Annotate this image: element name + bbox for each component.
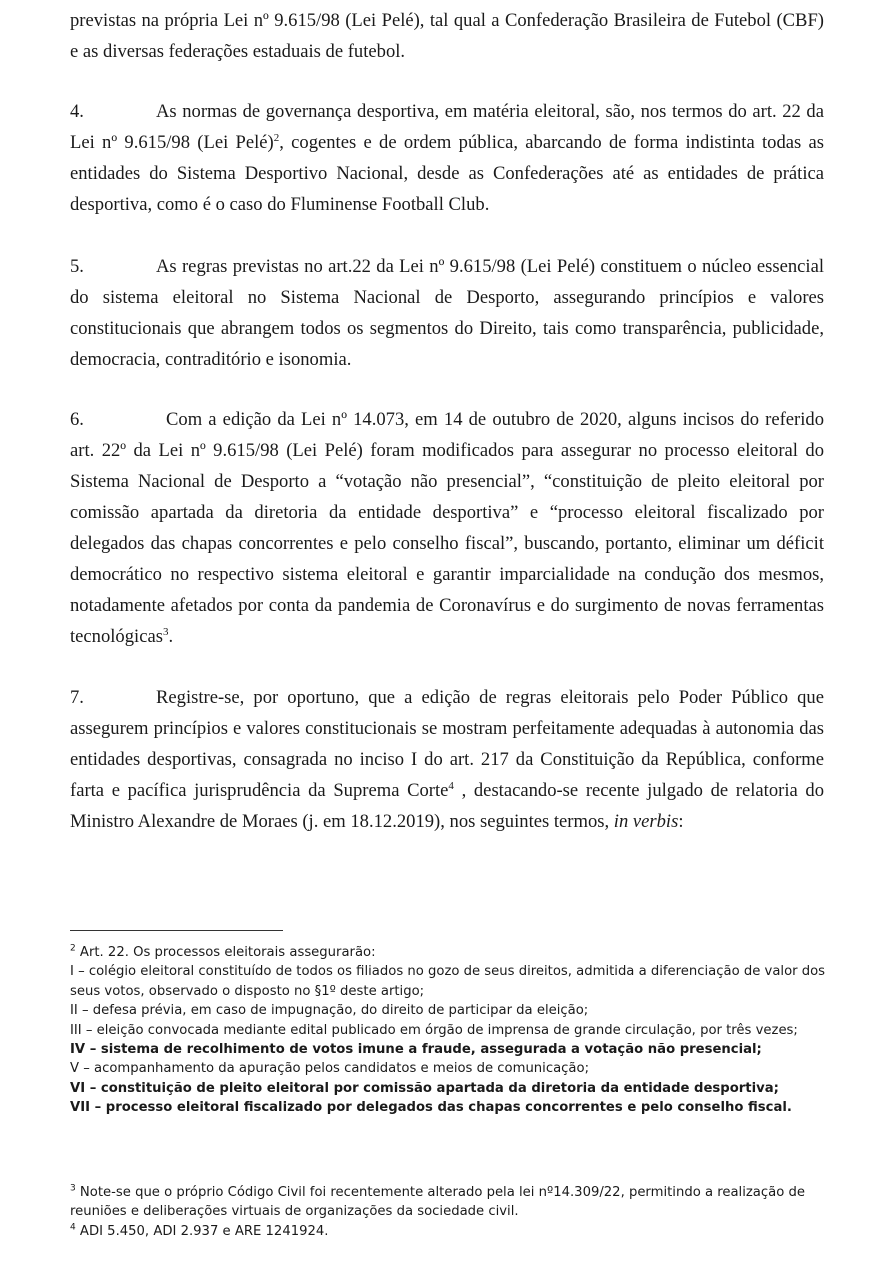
footnote-item: III – eleição convocada mediante edital publicado em órgão de imprensa de grande circulação, por três vezes; [70,1022,798,1038]
paragraph-6 [70,404,824,652]
paragraph-text: As regras previstas no art.22 da Lei nº 9.615/98 (Lei Pelé) constituem o núcleo essencial do sistema eleitoral no Sistema Nacional de Desporto, assegurando princípios e valores constitucionais que abrangem todos os segmentos do Direito, tais como transparência, publicidade, democracia, contraditório e isonomia. [70,256,824,370]
paragraph-text: : [678,811,684,832]
paragraph-7 [70,682,824,837]
paragraph-number: 6. [70,409,84,430]
footnote-marker: 4 [70,1222,76,1233]
paragraph-text: previstas na própria Lei nº 9.615/98 (Lei Pelé), tal qual a Confederação Brasileira de Futebol (CBF) e as diversas federações estaduais de futebol. [70,10,824,62]
paragraph-text: Com a edição da Lei nº 14.073, em 14 de outubro de 2020, alguns incisos do referido art. 22º da Lei nº 9.615/98 (Lei Pelé) foram modificados para assegurar no processo eleitoral do Sistema Nacional de Desporto a “votação não presencial”, “constituição de pleito eleitoral por comissão apartada da diretoria da entidade desportiva” e “processo eleitoral fiscalizado por delegados das chapas concorrentes e pelo conselho fiscal”, buscando, portanto, eliminar um déficit democrático no respectivo sistema eleitoral e garantir imparcialidade na condução dos mesmos, notadamente afetados por conta da pandemia de Coronavírus e do surgimento de novas ferramentas tecnológicas [70,409,824,647]
paragraph-4 [70,96,824,220]
footnote-item-bold: VI – constituição de pleito eleitoral por comissão apartada da diretoria da entidade desportiva; [70,1080,779,1096]
footnote-item: I – colégio eleitoral constituído de todos os filiados no gozo de seus direitos, admitida a diferenciação de valor dos seus votos, observado o disposto no §1º deste artigo; [70,964,826,999]
paragraph-text: As normas de governança desportiva, em matéria eleitoral, são, nos termos do art. 22 da Lei nº 9.615/98 (Lei Pelé) [70,101,824,153]
footnote-reference[interactable]: 2 [273,131,280,144]
footnote-item-bold: VII – processo eleitoral fiscalizado por delegados das chapas concorrentes e pelo conselho fiscal. [70,1100,792,1116]
paragraph-continuation [70,5,824,67]
paragraph-text: . [168,626,174,647]
paragraph-5 [70,251,824,375]
paragraph-text: Registre-se, por oportuno, que a edição de regras eleitorais pelo Poder Público que assegurem princípios e valores constitucionais se mostram perfeitamente adequadas à autonomia das entidades desportivas, consagrada no inciso I do art. 217 da Constituição da República, conforme farta e pacífica jurisprudência da Suprema Corte [70,687,824,801]
paragraph-text: , destacando-se recente julgado de relatoria do Ministro Alexandre de Moraes (j. em 18.12.2019), nos seguintes termos, [70,780,824,832]
footnote-text: Note-se que o próprio Código Civil foi recentemente alterado pela lei nº14.309/22, permitindo a realização de reuniões e deliberações virtuais de organizações da sociedade civil. [70,1185,805,1220]
footnote-item: V – acompanhamento da apuração pelos candidatos e meios de comunicação; [70,1061,590,1077]
footnote-marker: 2 [70,943,76,954]
paragraph-number: 5. [70,256,84,277]
footnote-reference[interactable]: 4 [448,779,454,792]
paragraph-number: 7. [70,687,84,708]
footnote-text: ADI 5.450, ADI 2.937 e ARE 1241924. [75,1223,329,1239]
footnote-separator [70,930,283,931]
footnote-item-bold: IV – sistema de recolhimento de votos imune a fraude, assegurada a votação não presencial; [70,1042,762,1058]
footnotes-3-4 [70,1183,830,1241]
footnote-item: II – defesa prévia, em caso de impugnação, do direito de participar da eleição; [70,1003,589,1019]
italic-term: in verbis [613,811,679,832]
paragraph-text: , cogentes e de ordem pública, abarcando de forma indistinta todas as entidades do Sistema Desportivo Nacional, desde as Confederações até as entidades de prática desportiva, como é o caso do Fluminense Football Club. [70,132,824,215]
footnote-4 [70,1222,830,1241]
footnote-marker: 3 [70,1183,76,1194]
footnote-2 [70,943,830,1118]
footnote-intro: Art. 22. Os processos eleitorais assegurarão: [75,945,376,960]
footnote-reference[interactable]: 3 [162,625,169,638]
footnote-3 [70,1183,830,1222]
paragraph-number: 4. [70,101,84,122]
